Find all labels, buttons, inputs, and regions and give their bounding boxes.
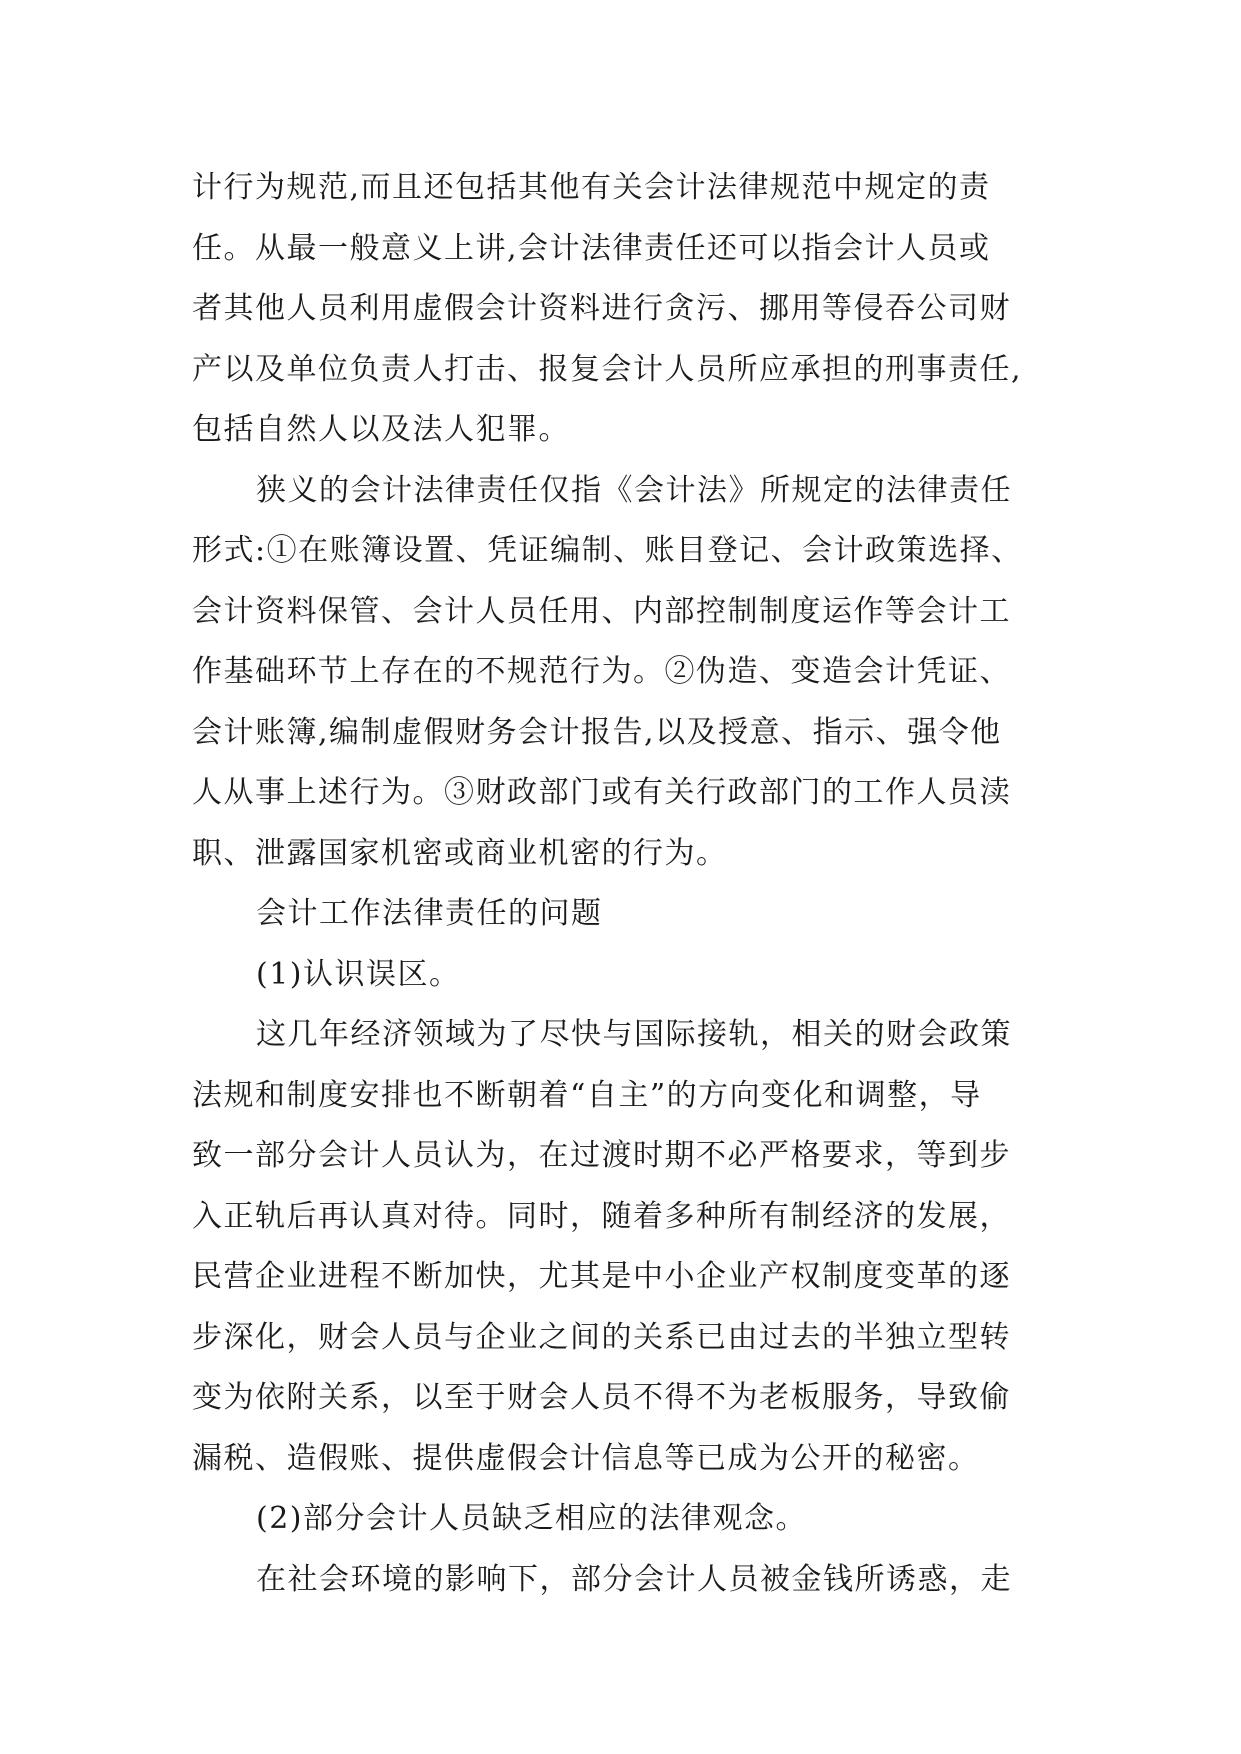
section-heading: 会计工作法律责任的问题 (256, 896, 603, 931)
text-line: 任。从最一般意义上讲,会计法律责任还可以指会计人员或 (192, 230, 991, 266)
text-line: 计行为规范,而且还包括其他有关会计法律规范中规定的责 (192, 170, 991, 205)
text-line: 民营企业进程不断加快，尤其是中小企业产权制度变革的逐 (192, 1259, 1011, 1294)
text-line: 者其他人员利用虚假会计资料进行贪污、挪用等侵吞公司财 (192, 291, 1011, 326)
text-line: 作基础环节上存在的不规范行为。②伪造、变造会计凭证、 (192, 654, 1011, 689)
paragraph-start-line: 这几年经济领域为了尽快与国际接轨，相关的财会政策 (256, 1017, 1012, 1052)
text-line: 人从事上述行为。③财政部门或有关行政部门的工作人员渎 (192, 775, 1011, 810)
subsection-heading: (2)部分会计人员缺乏相应的法律观念。 (256, 1501, 807, 1536)
text-line: 会计账簿,编制虚假财务会计报告,以及授意、指示、强令他 (192, 714, 1002, 750)
text-line: 会计资料保管、会计人员任用、内部控制制度运作等会计工 (192, 593, 1011, 629)
text-line: 变为依附关系，以至于财会人员不得不为老板服务，导致偷 (192, 1380, 1011, 1415)
text-line: 形式:①在账簿设置、凭证编制、账目登记、会计政策选择、 (192, 533, 1023, 568)
subsection-heading: (1)认识误区。 (256, 956, 461, 992)
text-line: 漏税、造假账、提供虚假会计信息等已成为公开的秘密。 (192, 1440, 980, 1476)
body-text (192, 158, 1052, 1610)
text-line: 产以及单位负责人打击、报复会计人员所应承担的刑事责任, (192, 351, 1023, 387)
text-line: 入正轨后再认真对待。同时，随着多种所有制经济的发展， (192, 1198, 1011, 1234)
paragraph-start-line: 狭义的会计法律责任仅指《会计法》所规定的法律责任 (256, 472, 1012, 508)
text-line: 包括自然人以及法人犯罪。 (192, 412, 570, 447)
text-line: 职、泄露国家机密或商业机密的行为。 (192, 835, 728, 871)
text-line: 法规和制度安排也不断朝着“自主”的方向变化和调整，导 (192, 1077, 982, 1113)
text-line: 致一部分会计人员认为，在过渡时期不必严格要求，等到步 (192, 1138, 1011, 1173)
text-line: 步深化，财会人员与企业之间的关系已由过去的半独立型转 (192, 1319, 1011, 1355)
paragraph-start-line: 在社会环境的影响下，部分会计人员被金钱所诱惑，走 (256, 1561, 1012, 1597)
